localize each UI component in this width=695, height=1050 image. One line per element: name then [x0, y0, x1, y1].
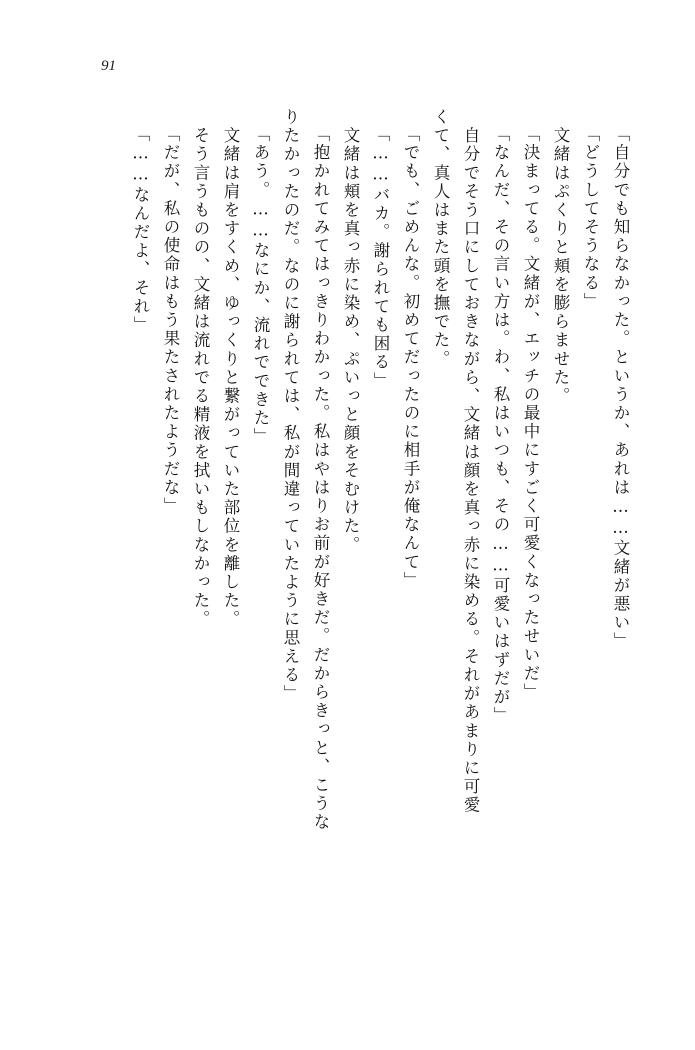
text-line: 「自分でも知らなかった。というか、あれは……文緒が悪い」 [611, 125, 630, 651]
text-line: 文緒は頬を真っ赤に染め、ぷいっと顔をそむけた。 [341, 108, 360, 555]
text-line: 「あう。……なにか、流れでできた」 [251, 125, 270, 447]
text-line: 「だが、私の使命はもう果たされたようだな」 [161, 125, 180, 516]
text-line: そう言うものの、文緒は流れでる精液を拭いもしなかった。 [191, 108, 210, 629]
text-line: 「……なんだよ、それ」 [131, 125, 150, 335]
text-line: 「なんだ、その言い方は。わ、私はいつも、その……可愛いはずだが」 [491, 125, 510, 726]
text-line: 文緒は肩をすくめ、ゆっくりと繋がっていた部位を離した。 [221, 108, 240, 629]
text-line: 文緒はぷくりと頬を膨らませた。 [551, 108, 570, 406]
text-line: 「……バカ。謝られても困る」 [371, 125, 390, 391]
text-line: りたかったのだ。なのに謝られては、私が間違っていたように思える」 [281, 108, 300, 704]
text-line: 「抱かれてみてはっきりわかった。私はやはりお前が好きだ。だからきっと、こうな [311, 125, 330, 832]
text-line: 「でも、ごめんな。初めてだったのに相手が俺なんて」 [401, 125, 420, 590]
text-line: くて、真人はまた頭を撫でた。 [431, 108, 450, 369]
text-line: 「どうしてそうなる」 [581, 125, 600, 311]
text-line: 自分でそう口にしておきながら、文緒は顔を真っ赤に染める。それがあまりに可愛 [461, 108, 480, 815]
page-number: 91 [101, 58, 116, 74]
page-body-text [62, 108, 628, 938]
text-line: 「決まってる。文緒が、エッチの最中にすごく可愛くなったせいだ」 [521, 125, 540, 702]
